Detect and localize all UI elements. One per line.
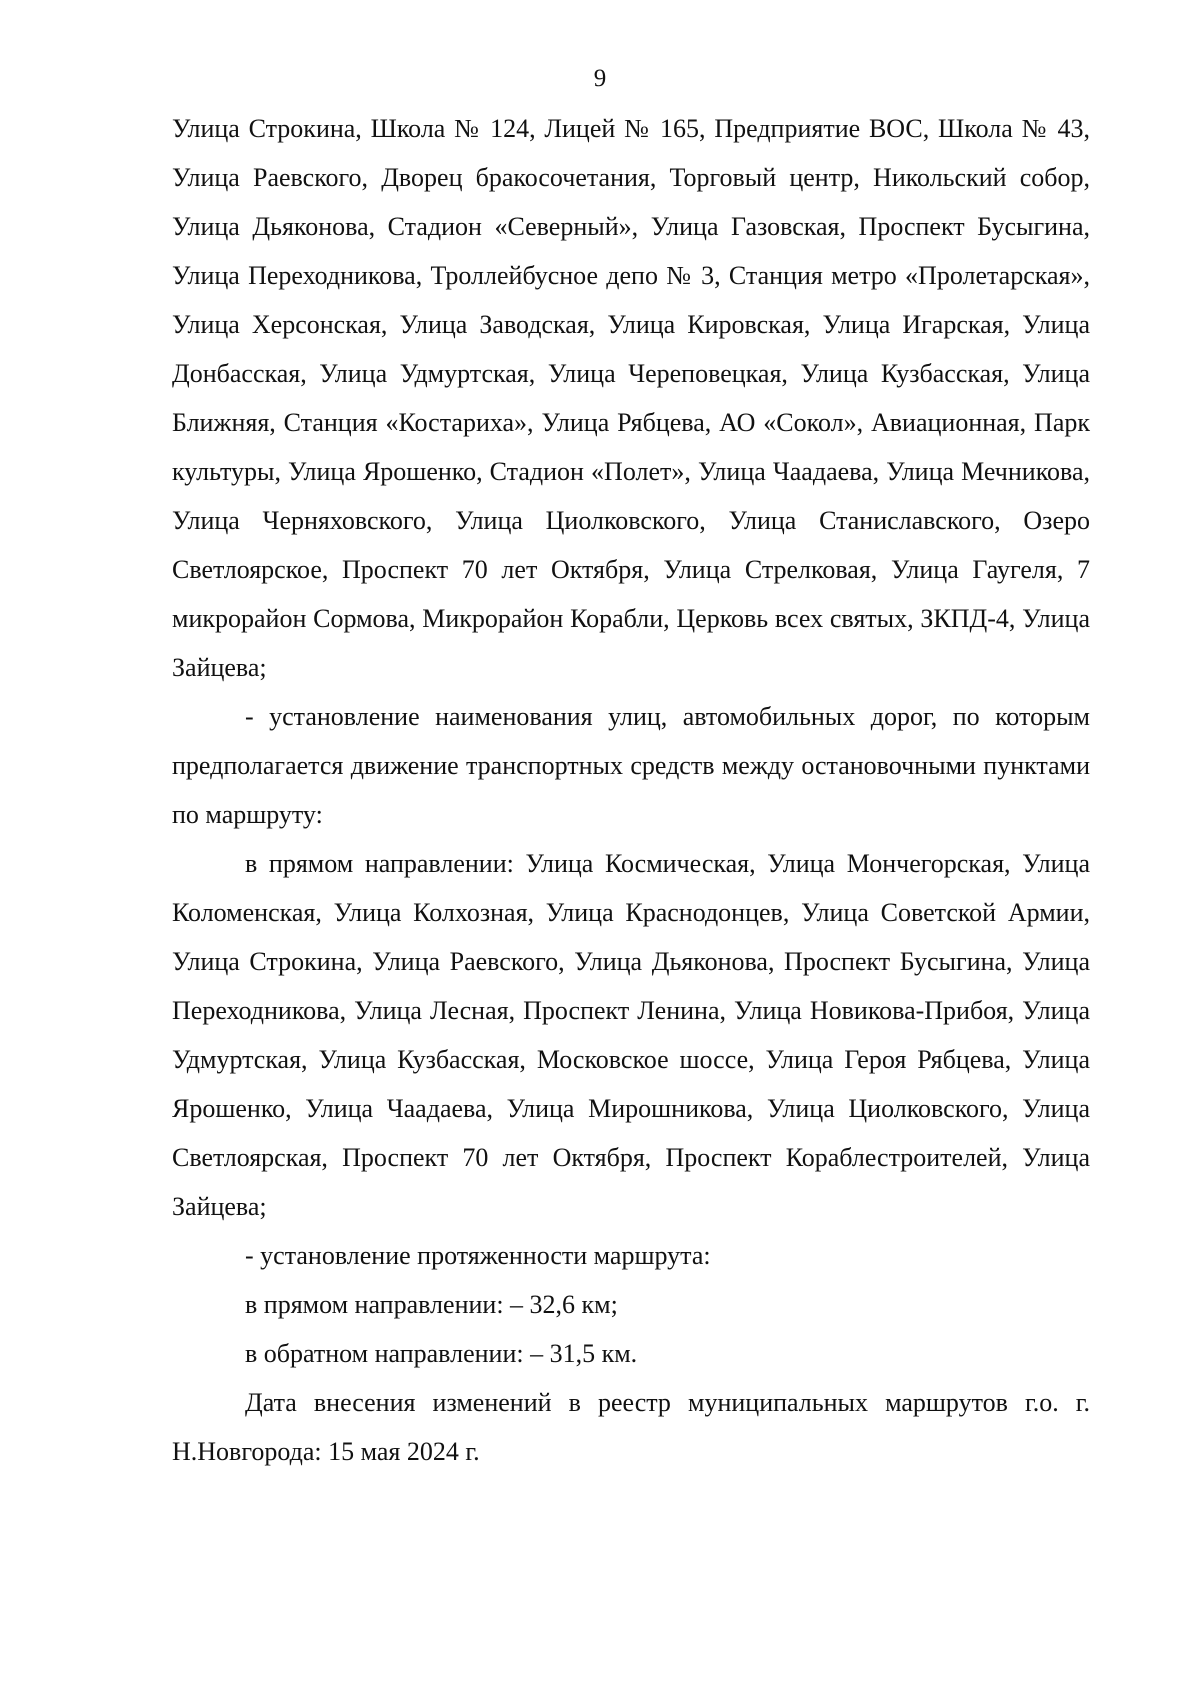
page-number: 9 (593, 65, 607, 92)
paragraph-registry-date: Дата внесения изменений в реестр муниципальных маршрутов г.о. г. Н.Новгорода: 15 мая 2024 г. (172, 1388, 1090, 1466)
paragraph-stops-continued: Улица Строкина, Школа № 124, Лицей № 165, Предприятие ВОС, Школа № 43, Улица Раевского, Дворец бракосочетания, Торговый центр, Никольский собор, Улица Дьяконова, Стадион «Северный», Улица Газовская, Проспект Бусыгина, Улица Переходникова, Троллейбусное депо № 3, Станция метро «Пролетарская», Улица Херсонская, Улица Заводская, Улица Кировская, Улица Игарская, Улица Донбасская, Улица Удмуртская, Улица Череповецкая, Улица Кузбасская, Улица Ближняя, Станция «Костариха», Улица Рябцева, АО «Сокол», Авиационная, Парк культуры, Улица Ярошенко, Стадион «Полет», Улица Чаадаева, Улица Мечникова, Улица Черняховского, Улица Циолковского, Улица Станиславского, Озеро Светлоярское, Проспект 70 лет Октября, Улица Стрелковая, Улица Гаугеля, 7 микрорайон Сормова, Микрорайон Корабли, Церковь всех святых, ЗКПД-4, Улица Зайцева; (172, 114, 1090, 682)
paragraph-length-reverse: в обратном направлении: – 31,5 км. (245, 1339, 638, 1368)
paragraph-streets-forward: в прямом направлении: Улица Космическая, Улица Мончегорская, Улица Коломенская, Улица Колхозная, Улица Краснодонцев, Улица Советской Армии, Улица Строкина, Улица Раевского, Улица Дьяконова, Проспект Бусыгина, Улица Переходникова, Улица Лесная, Проспект Ленина, Улица Новикова-Прибоя, Улица Удмуртская, Улица Кузбасская, Московское шоссе, Улица Героя Рябцева, Улица Ярошенко, Улица Чаадаева, Улица Мирошникова, Улица Циолковского, Улица Светлоярская, Проспект 70 лет Октября, Проспект Кораблестроителей, Улица Зайцева; (172, 849, 1090, 1221)
document-body (172, 104, 1090, 1476)
paragraph-length-heading: - установление протяженности маршрута: (245, 1241, 711, 1270)
paragraph-streets-heading: - установление наименования улиц, автомобильных дорог, по которым предполагается движение транспортных средств между остановочными пунктами по маршруту: (172, 702, 1090, 829)
paragraph-length-forward: в прямом направлении: – 32,6 км; (245, 1290, 618, 1319)
